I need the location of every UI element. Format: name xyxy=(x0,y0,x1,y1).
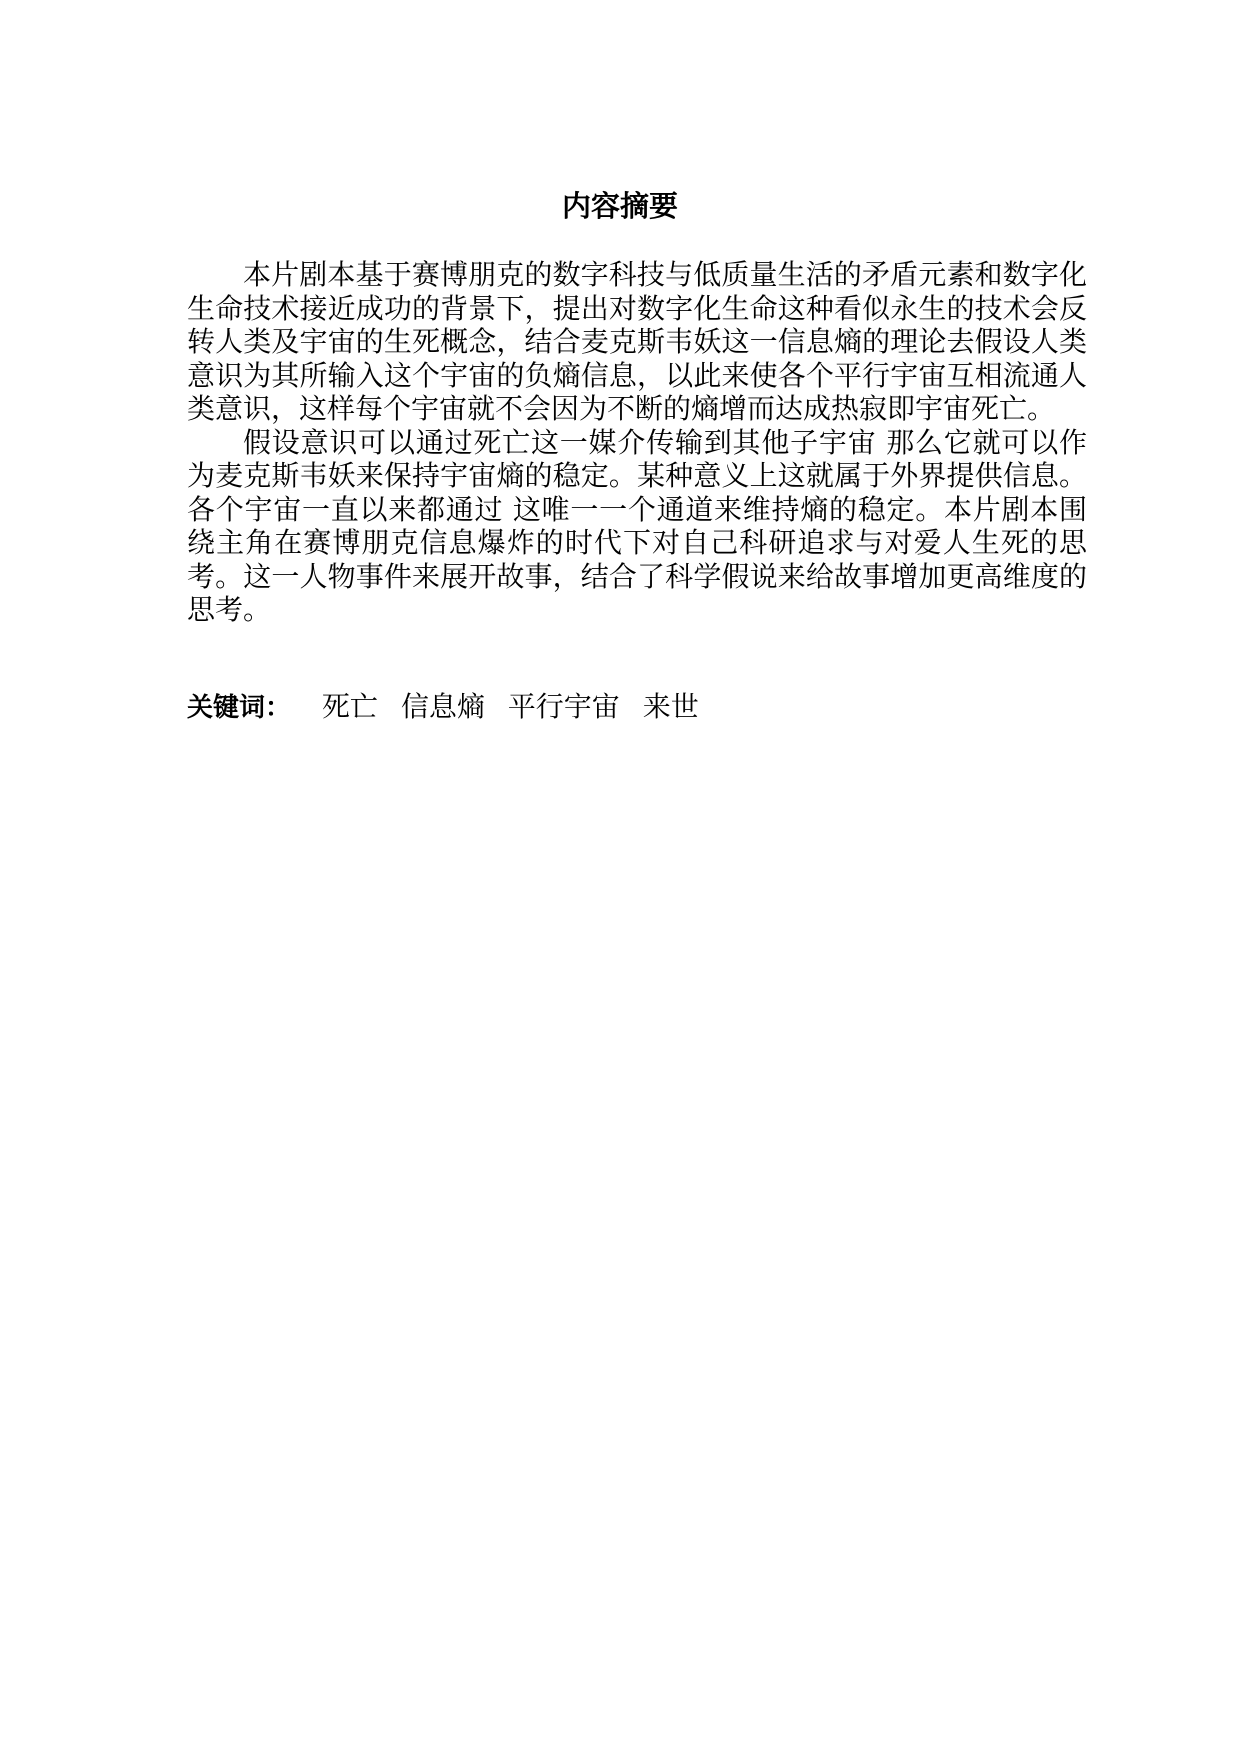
keyword-item: 信息熵 xyxy=(400,690,485,723)
keyword-item: 平行宇宙 xyxy=(507,690,620,723)
abstract-title: 内容摘要 xyxy=(561,189,678,223)
keywords-line xyxy=(187,689,1087,726)
keywords-label: 关键词： xyxy=(187,693,292,723)
keyword-item: 死亡 xyxy=(321,690,378,723)
abstract-paragraph-2: 假设意识可以通过死亡这一媒介传输到其他子宇宙 那么它就可以作为麦克斯韦妖来保持宇宙熵的稳定。某种意义上这就属于外界提供信息。各个宇宙一直以来都通过 这唯一一个通道来维持熵的稳定。本片剧本围绕主角在赛博朋克信息爆炸的时代下对自己科研追求与对爱人生死的思考。这一人物事件来展开故事，结合了科学假说来给故事增加更高维度的思考。 xyxy=(187,425,1087,626)
abstract-body xyxy=(187,258,1087,627)
keyword-item: 来世 xyxy=(642,690,699,723)
abstract-paragraph-1: 本片剧本基于赛博朋克的数字科技与低质量生活的矛盾元素和数字化生命技术接近成功的背景下，提出对数字化生命这种看似永生的技术会反转人类及宇宙的生死概念，结合麦克斯韦妖这一信息熵的理论去假设人类意识为其所输入这个宇宙的负熵信息，以此来使各个平行宇宙互相流通人类意识，这样每个宇宙就不会因为不断的熵增而达成热寂即宇宙死亡。 xyxy=(187,258,1087,425)
